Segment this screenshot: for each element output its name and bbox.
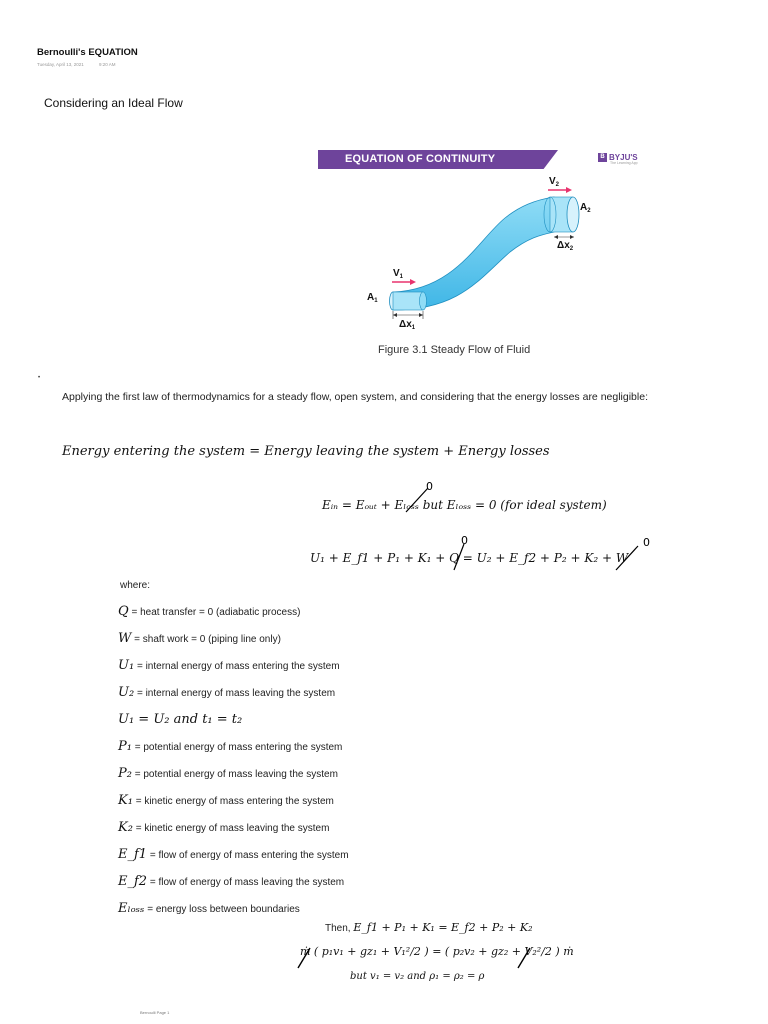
- page-footer: Bernoulli Page 1: [140, 1010, 170, 1015]
- inlet-segment-end: [420, 292, 427, 310]
- handwritten-strikes-q-w: [448, 538, 648, 572]
- section-heading: Considering an Ideal Flow: [44, 96, 183, 110]
- definition-text: = internal energy of mass entering the system: [134, 661, 340, 672]
- handwritten-zero-eloss: 0: [426, 480, 433, 493]
- handwritten-zero-q: 0: [461, 534, 468, 547]
- definition-text: = heat transfer = 0 (adiabatic process): [128, 607, 301, 618]
- definition-item: [118, 766, 349, 793]
- definition-symbol: P₂: [118, 766, 132, 781]
- energy-in-equation: Eᵢₙ = Eₒᵤₜ + Eₗₒₛₛ but Eₗₒₛₛ = 0 (for ideal system): [322, 498, 607, 512]
- definition-symbol: U₂: [118, 685, 135, 700]
- definition-text: = internal energy of mass leaving the system: [134, 688, 336, 699]
- definition-symbol: U₁ = U₂ and t₁ = t₂: [118, 712, 243, 727]
- definition-text: = shaft work = 0 (piping line only): [131, 634, 281, 645]
- dx2-left-arrowhead: [554, 235, 558, 239]
- definition-text: = flow of energy of mass leaving the system: [147, 877, 345, 888]
- then-equation: [325, 921, 533, 934]
- energy-balance-equation: Energy entering the system = Energy leaving the system + Energy losses: [62, 444, 550, 459]
- definition-item: [118, 874, 349, 901]
- label-dx2: $\Delta x_2$: [557, 240, 574, 252]
- density-condition-equation: but v₁ = v₂ and ρ₁ = ρ₂ = ρ: [350, 971, 485, 982]
- then-word: Then,: [325, 923, 354, 934]
- page-date: Tuesday, April 13, 2021: [37, 62, 84, 67]
- definition-item: [118, 685, 349, 712]
- figure-caption: Figure 3.1 Steady Flow of Fluid: [378, 344, 531, 356]
- label-v2: $V_2$: [549, 176, 560, 188]
- label-v1: $V_1$: [393, 268, 404, 280]
- dx1-right-arrowhead: [419, 313, 423, 317]
- definition-symbol: E_f2: [118, 874, 148, 889]
- where-label: where:: [120, 580, 151, 591]
- energy-terms-equation: U₁ + E_f1 + P₁ + K₁ + Q = U₂ + E_f2 + P₂ + K₂ + W: [310, 551, 629, 565]
- definition-item: [118, 631, 349, 658]
- definition-text: = potential energy of mass leaving the system: [131, 769, 338, 780]
- figure-banner-text: EQUATION OF CONTINUITY: [345, 153, 496, 165]
- pipe-outlet-end: [567, 197, 579, 232]
- continuity-pipe-figure: [340, 168, 600, 338]
- velocity-arrow-2-head: [566, 187, 572, 193]
- handwritten-strike-eloss: [404, 484, 446, 514]
- definition-symbol: K₁: [118, 793, 133, 808]
- label-a2: $A_2$: [580, 202, 591, 214]
- dx1-left-arrowhead: [393, 313, 397, 317]
- definition-item: [118, 847, 349, 874]
- dx2-right-arrowhead: [570, 235, 574, 239]
- definitions-list: [118, 604, 349, 928]
- byjus-logo-icon: B: [598, 153, 607, 162]
- inlet-segment: [393, 292, 423, 310]
- definition-text: = kinetic energy of mass entering the system: [132, 796, 334, 807]
- definition-text: = potential energy of mass entering the system: [131, 742, 343, 753]
- then-formula: E_f1 + P₁ + K₁ = E_f2 + P₂ + K₂: [353, 921, 533, 934]
- definition-item: [118, 739, 349, 766]
- byjus-logo: [598, 153, 638, 165]
- bullet-mark: •: [38, 375, 41, 381]
- definition-symbol: E_f1: [118, 847, 148, 862]
- intro-paragraph: Applying the first law of thermodynamics for a steady flow, open system, and considering that the energy losses are negligible:: [62, 391, 648, 403]
- definition-text: = energy loss between boundaries: [144, 904, 300, 915]
- handwritten-mass-flow-equation: ṁ ( p₁v₁ + gz₁ + V₁²/2 ) = ( p₂v₂ + gz₂ + V₂²/2 ) ṁ: [300, 945, 574, 958]
- figure-banner: [318, 150, 571, 169]
- page-title: Bernoulli's EQUATION: [37, 47, 138, 58]
- definition-item: [118, 604, 349, 631]
- definition-symbol: K₂: [118, 820, 133, 835]
- handwritten-zero-w: 0: [643, 536, 650, 549]
- label-a1: $A_1$: [367, 292, 378, 304]
- definition-text: = flow of energy of mass entering the system: [147, 850, 349, 861]
- definition-symbol: Eₗₒₛₛ: [118, 901, 145, 916]
- byjus-logo-text: BYJU'S: [609, 153, 638, 162]
- definition-item: [118, 901, 349, 928]
- definition-symbol: W: [118, 631, 132, 646]
- page-time: 9:20 AM: [99, 62, 116, 67]
- velocity-arrow-1-head: [410, 279, 416, 285]
- definition-text: = kinetic energy of mass leaving the system: [132, 823, 330, 834]
- handwritten-strikes-mass-flow: [296, 944, 536, 972]
- definition-symbol: P₁: [118, 739, 132, 754]
- definition-item: [118, 793, 349, 820]
- byjus-logo-subtitle: The Learning App: [610, 161, 638, 166]
- definition-item: [118, 820, 349, 847]
- definition-item: [118, 658, 349, 685]
- label-dx1: $\Delta x_1$: [399, 319, 416, 331]
- definition-item: [118, 712, 349, 739]
- definition-symbol: Q: [118, 604, 129, 619]
- page-timestamp: [37, 62, 116, 67]
- definition-symbol: U₁: [118, 658, 135, 673]
